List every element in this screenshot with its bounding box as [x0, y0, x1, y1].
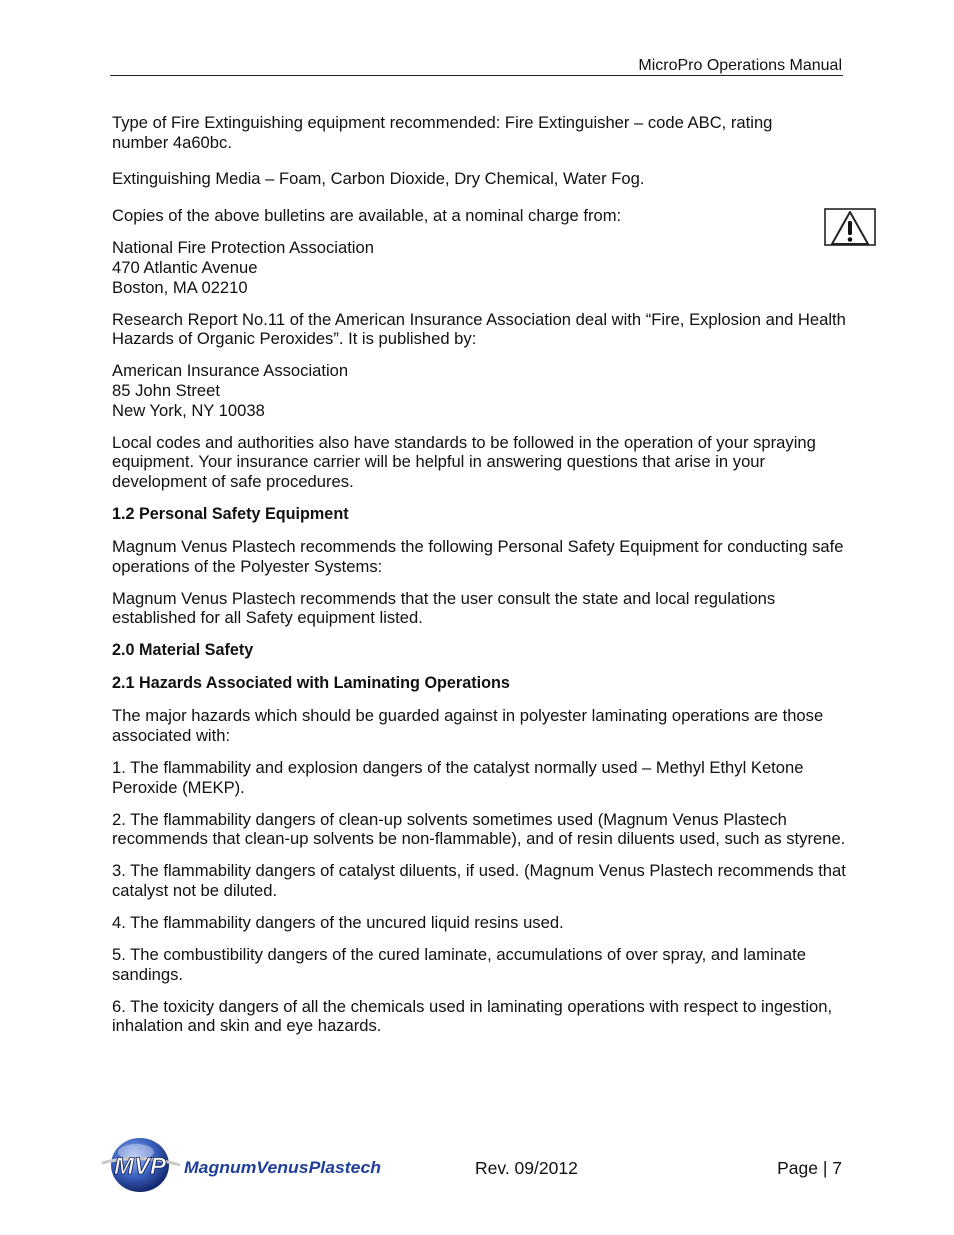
- aia-name: American Insurance Association: [112, 361, 349, 381]
- nfpa-address: [112, 238, 847, 297]
- extinguishing-media-paragraph: Extinguishing Media – Foam, Carbon Dioxide, Dry Chemical, Water Fog.: [112, 169, 645, 189]
- section-1-2-paragraph-1: Magnum Venus Plastech recommends the following Personal Safety Equipment for conducting safe operations of the Polyester Systems:: [112, 536, 844, 576]
- mvp-logo: [100, 1135, 390, 1195]
- section-2-1-heading: 2.1 Hazards Associated with Laminating Operations: [112, 674, 510, 693]
- hazard-item-1: 1. The flammability and explosion dangers of the catalyst normally used – Methyl Ethyl Ketone Peroxide (MEKP).: [112, 757, 804, 797]
- hazard-item-5: 5. The combustibility dangers of the cured laminate, accumulations of over spray, and laminate sandings.: [112, 945, 806, 984]
- section-2-0-heading: 2.0 Material Safety: [112, 641, 254, 660]
- local-codes-paragraph: Local codes and authorities also have standards to be followed in the operation of your spraying equipment. Your insurance carrier will be helpful in answering questions that arise in your development of safe procedures.: [112, 432, 816, 491]
- logo-badge-text: MVP: [113, 1153, 167, 1180]
- hazard-item-6: 6. The toxicity dangers of all the chemicals used in laminating operations with respect to ingestion, inhalation and skin and eye hazards.: [112, 996, 833, 1036]
- hazard-item-2: 2. The flammability dangers of clean-up solvents sometimes used (Magnum Venus Plastech recommends that clean-up solvents be non-flammable), and of resin diluents used, such as styrene.: [112, 809, 846, 849]
- document-body: [112, 113, 847, 1049]
- bulletins-availability-paragraph: Copies of the above bulletins are available, at a nominal charge from:: [112, 205, 622, 225]
- nfpa-name: National Fire Protection Association: [112, 238, 374, 258]
- nfpa-city: Boston, MA 02210: [112, 277, 248, 297]
- aia-city: New York, NY 10038: [112, 400, 265, 420]
- aia-street: 85 John Street: [112, 380, 220, 400]
- nfpa-street: 470 Atlantic Avenue: [112, 257, 258, 277]
- section-1-2-paragraph-2: Magnum Venus Plastech recommends that the user consult the state and local regulations established for all Safety equipment listed.: [112, 588, 776, 628]
- extinguisher-equipment-paragraph: Type of Fire Extinguishing equipment recommended: Fire Extinguisher – code ABC, rating number 4a60bc.: [112, 113, 773, 152]
- hazard-item-3: 3. The flammability dangers of catalyst diluents, if used. (Magnum Venus Plastech recommends that catalyst not be diluted.: [112, 861, 846, 900]
- aia-address: [112, 361, 847, 420]
- footer-revision: Rev. 09/2012: [475, 1158, 578, 1178]
- section-1-2-heading: 1.2 Personal Safety Equipment: [112, 504, 349, 523]
- logo-wordmark: MagnumVenusPlastech: [184, 1158, 381, 1177]
- hazard-item-4: 4. The flammability dangers of the uncured liquid resins used.: [112, 913, 564, 933]
- section-2-1-intro: The major hazards which should be guarded against in polyester laminating operations are those associated with:: [112, 706, 824, 745]
- footer-page-number: Page | 7: [777, 1158, 842, 1178]
- research-report-paragraph: Research Report No.11 of the American Insurance Association deal with “Fire, Explosion and Health Hazards of Organic Peroxides”. It is published by:: [112, 309, 846, 349]
- header-rule: [110, 75, 843, 76]
- header-title: MicroPro Operations Manual: [638, 57, 842, 74]
